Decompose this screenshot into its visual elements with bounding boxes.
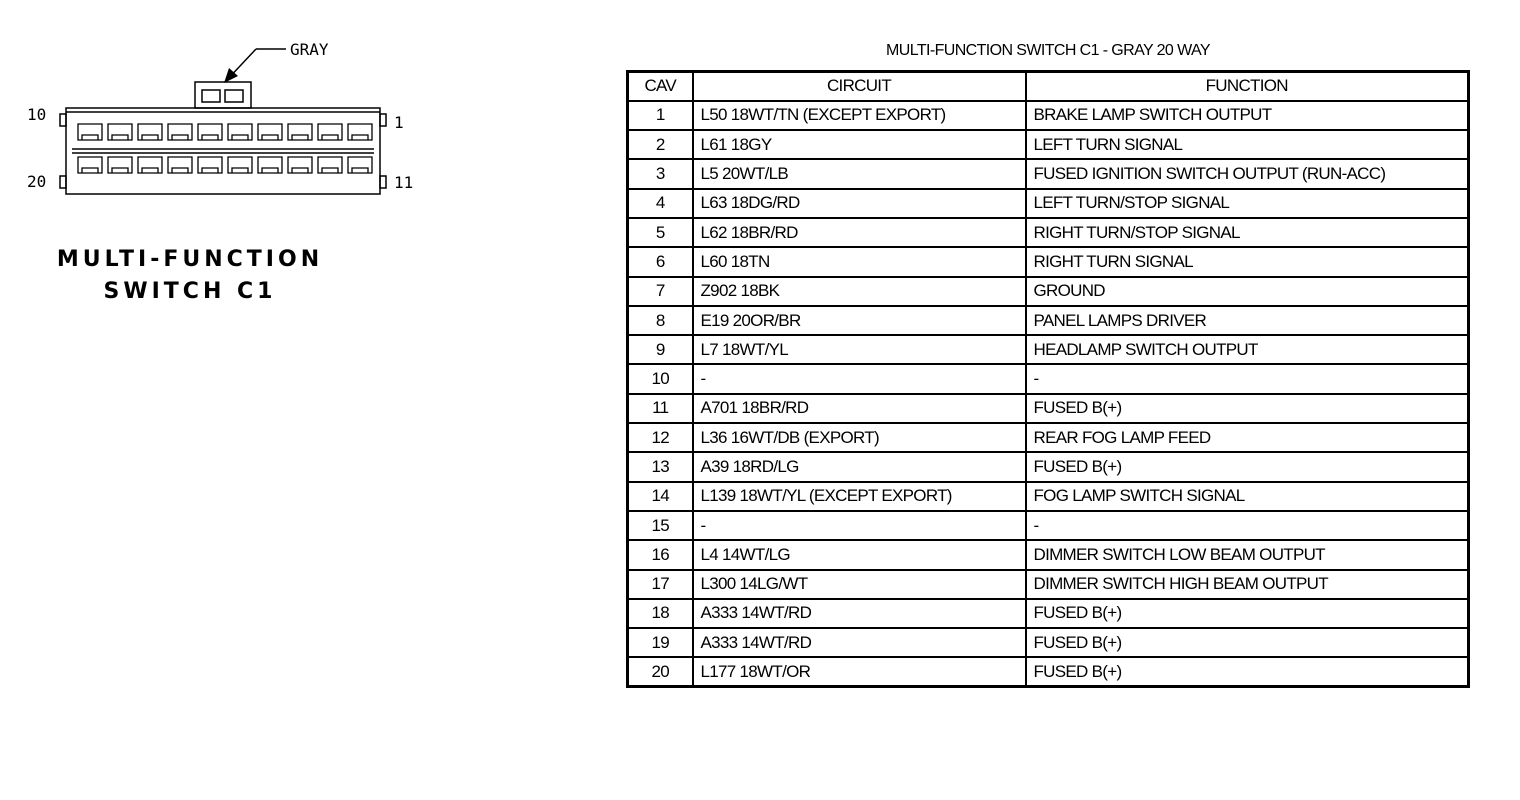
table-row — [628, 189, 1469, 218]
terminal-cavity — [348, 124, 372, 140]
function-cell: FUSED B(+) — [1026, 394, 1469, 423]
function-cell: FUSED B(+) — [1026, 657, 1469, 686]
table-row — [628, 628, 1469, 657]
pin-label-10: 10 — [27, 105, 47, 124]
function-cell: LEFT TURN SIGNAL — [1026, 130, 1469, 159]
terminal-cavity — [168, 157, 192, 173]
table-row — [628, 657, 1469, 686]
circuit-cell: L177 18WT/OR — [693, 657, 1026, 686]
function-cell: RIGHT TURN/STOP SIGNAL — [1026, 218, 1469, 247]
circuit-cell: - — [693, 511, 1026, 540]
circuit-cell: Z902 18BK — [693, 277, 1026, 306]
circuit-cell: L4 14WT/LG — [693, 540, 1026, 569]
cav-cell: 15 — [628, 511, 693, 540]
function-cell: DIMMER SWITCH HIGH BEAM OUTPUT — [1026, 570, 1469, 599]
function-cell: FUSED B(+) — [1026, 628, 1469, 657]
circuit-cell: L300 14LG/WT — [693, 570, 1026, 599]
terminal-cavity — [258, 124, 282, 140]
table-header-row — [628, 72, 1469, 101]
table-row — [628, 247, 1469, 276]
circuit-cell: L61 18GY — [693, 130, 1026, 159]
cav-cell: 7 — [628, 277, 693, 306]
terminal-cavity — [138, 157, 162, 173]
cav-cell: 20 — [628, 657, 693, 686]
table-row — [628, 452, 1469, 481]
terminal-cavity — [198, 124, 222, 140]
connector-body — [66, 108, 380, 194]
header-circuit: CIRCUIT — [693, 72, 1026, 101]
terminal-cavity — [288, 124, 312, 140]
table-row — [628, 159, 1469, 188]
cav-cell: 1 — [628, 101, 693, 130]
table-row — [628, 335, 1469, 364]
cav-cell: 6 — [628, 247, 693, 276]
pin-label-1: 1 — [394, 113, 404, 132]
pin-label-11: 11 — [394, 173, 414, 192]
function-cell: PANEL LAMPS DRIVER — [1026, 306, 1469, 335]
cav-cell: 4 — [628, 189, 693, 218]
function-cell: HEADLAMP SWITCH OUTPUT — [1026, 335, 1469, 364]
cav-cell: 9 — [628, 335, 693, 364]
circuit-cell: A39 18RD/LG — [693, 452, 1026, 481]
table-row — [628, 130, 1469, 159]
terminal-cavity — [228, 124, 252, 140]
table-row — [628, 423, 1469, 452]
terminal-cavity — [198, 157, 222, 173]
terminal-cavity — [258, 157, 282, 173]
table-row — [628, 306, 1469, 335]
function-cell: GROUND — [1026, 277, 1469, 306]
cav-cell: 12 — [628, 423, 693, 452]
function-cell: RIGHT TURN SIGNAL — [1026, 247, 1469, 276]
cav-cell: 16 — [628, 540, 693, 569]
circuit-cell: - — [693, 364, 1026, 393]
table-row — [628, 482, 1469, 511]
circuit-cell: A333 14WT/RD — [693, 599, 1026, 628]
circuit-cell: L62 18BR/RD — [693, 218, 1026, 247]
terminal-cavity — [108, 124, 132, 140]
pin-label-20: 20 — [27, 172, 47, 191]
circuit-cell: L7 18WT/YL — [693, 335, 1026, 364]
connector-title-line2: SWITCH C1 — [103, 279, 277, 304]
function-cell: FUSED B(+) — [1026, 452, 1469, 481]
cav-cell: 14 — [628, 482, 693, 511]
table-row — [628, 540, 1469, 569]
table-row — [628, 101, 1469, 130]
circuit-cell: L139 18WT/YL (EXCEPT EXPORT) — [693, 482, 1026, 511]
table-row — [628, 394, 1469, 423]
circuit-cell: L60 18TN — [693, 247, 1026, 276]
table-row — [628, 277, 1469, 306]
cav-cell: 5 — [628, 218, 693, 247]
table-row — [628, 511, 1469, 540]
function-cell: FUSED B(+) — [1026, 599, 1469, 628]
function-cell: - — [1026, 364, 1469, 393]
circuit-cell: A333 14WT/RD — [693, 628, 1026, 657]
terminal-cavity — [78, 157, 102, 173]
terminal-cavity — [168, 124, 192, 140]
table-row — [628, 570, 1469, 599]
terminal-cavity — [78, 124, 102, 140]
circuit-cell: E19 20OR/BR — [693, 306, 1026, 335]
function-cell: - — [1026, 511, 1469, 540]
function-cell: FOG LAMP SWITCH SIGNAL — [1026, 482, 1469, 511]
terminal-cavity — [138, 124, 162, 140]
terminal-cavity — [108, 157, 132, 173]
cav-cell: 11 — [628, 394, 693, 423]
header-cav: CAV — [628, 72, 693, 101]
circuit-cell: L36 16WT/DB (EXPORT) — [693, 423, 1026, 452]
circuit-cell: L63 18DG/RD — [693, 189, 1026, 218]
function-cell: REAR FOG LAMP FEED — [1026, 423, 1469, 452]
cav-cell: 13 — [628, 452, 693, 481]
function-cell: FUSED IGNITION SWITCH OUTPUT (RUN-ACC) — [1026, 159, 1469, 188]
cav-cell: 19 — [628, 628, 693, 657]
pinout-table — [626, 70, 1470, 688]
circuit-cell: L50 18WT/TN (EXCEPT EXPORT) — [693, 101, 1026, 130]
terminal-cavity — [318, 157, 342, 173]
connector-title-line1: MULTI-FUNCTION — [56, 247, 324, 272]
cav-cell: 8 — [628, 306, 693, 335]
cav-cell: 2 — [628, 130, 693, 159]
table-title: MULTI-FUNCTION SWITCH C1 - GRAY 20 WAY — [886, 42, 1210, 59]
terminal-cavity — [228, 157, 252, 173]
table-row — [628, 599, 1469, 628]
table-row — [628, 364, 1469, 393]
color-callout: GRAY — [290, 40, 329, 59]
circuit-cell: A701 18BR/RD — [693, 394, 1026, 423]
cav-cell: 17 — [628, 570, 693, 599]
function-cell: DIMMER SWITCH LOW BEAM OUTPUT — [1026, 540, 1469, 569]
terminal-cavity — [318, 124, 342, 140]
function-cell: LEFT TURN/STOP SIGNAL — [1026, 189, 1469, 218]
circuit-cell: L5 20WT/LB — [693, 159, 1026, 188]
cav-cell: 10 — [628, 364, 693, 393]
function-cell: BRAKE LAMP SWITCH OUTPUT — [1026, 101, 1469, 130]
cav-cell: 3 — [628, 159, 693, 188]
terminal-cavity — [348, 157, 372, 173]
terminal-cavity — [288, 157, 312, 173]
cav-cell: 18 — [628, 599, 693, 628]
header-function: FUNCTION — [1026, 72, 1469, 101]
table-row — [628, 218, 1469, 247]
